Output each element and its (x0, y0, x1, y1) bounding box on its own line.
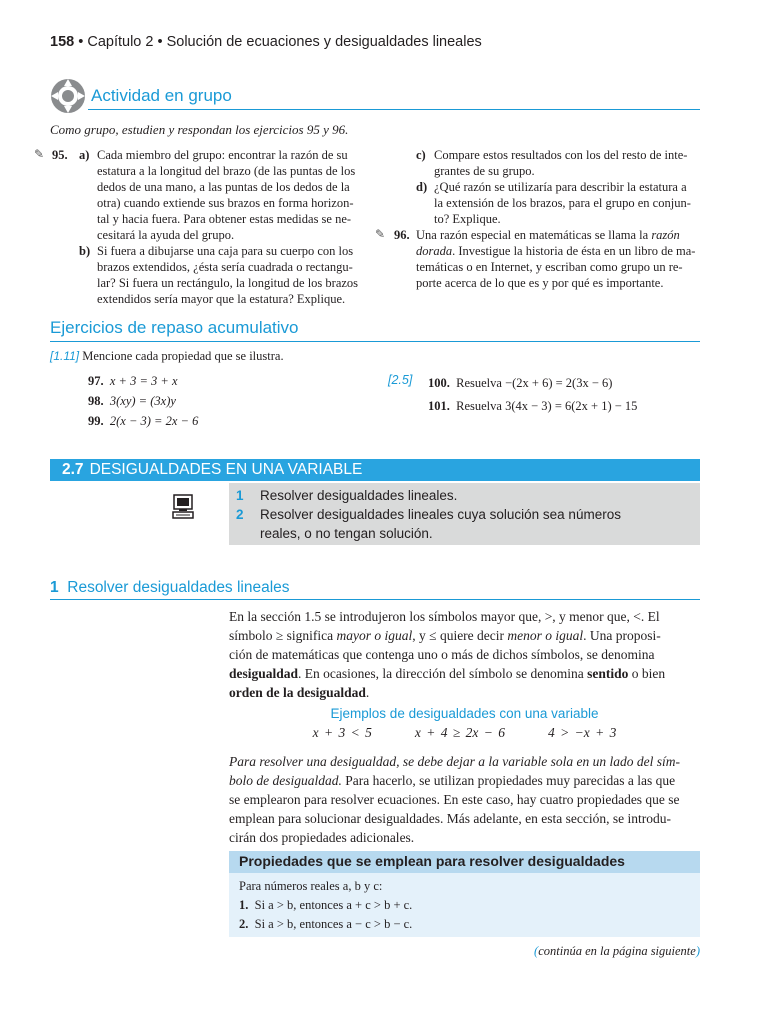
chapter-title: Solución de ecuaciones y desigualdades lineales (166, 34, 482, 50)
exercise-95-d: ¿Qué razón se utilizaría para describir la estatura a la extensión de los brazos, para el grupo en conjun- to? Explique. (434, 180, 691, 226)
activity-title: Actividad en grupo (91, 86, 232, 105)
activity-rule (88, 109, 700, 110)
exercise-95-b-label: b) (79, 244, 91, 258)
exercise-95-b: Si fuera a dibujarse una caja para su cuerpo con los brazos extendidos, ¿ésta sería cuadrada o rectangu- lar? Si fuera un rectángulo, la longitud de los brazos extendidos sería mayor que la estatura? Explique. (97, 244, 359, 306)
review-instruction: [1.11] Mencione cada propiedad que se ilustra. (50, 349, 284, 363)
chapter-label: Capítulo 2 (87, 34, 154, 50)
pencil-icon: ✎ (375, 227, 386, 241)
objectives-list: 1 Resolver desigualdades lineales. 2 Resolver desigualdades lineales cuya solución sea números reales, o no tengan solución. (236, 486, 696, 543)
computer-icon (172, 494, 194, 520)
review-ref-2-5: [2.5] (388, 373, 413, 387)
review-item-98: 98. 3(xy) = (3x)y (88, 394, 176, 408)
exercise-95-a: Cada miembro del grupo: encontrar la razón de su estatura a la longitud del brazo (de las puntas de los dedos de una mano, a las puntas de los dedos de la otra) cuando extiende sus brazos en forma horizon- tal y hacia fuera. Para obtener estas medidas se ne- cesitará la ayuda del grupo. (97, 148, 356, 242)
review-item-100: 100. Resuelva −(2x + 6) = 2(3x − 6) (428, 376, 613, 390)
exercise-96: Una razón especial en matemáticas se llama la razón dorada. Investigue la historia de ésta en un libro de ma- temáticas o en Internet, y escriban como grupo un re- porte acerca de lo que es y por qué es importante. (416, 228, 696, 290)
running-header: 158 • Capítulo 2 • Solución de ecuaciones y desigualdades lineales (50, 34, 482, 50)
review-title: Ejercicios de repaso acumulativo (50, 318, 299, 337)
review-items-2 (428, 372, 637, 418)
review-item-97: 97. x + 3 = 3 + x (88, 374, 178, 388)
property-1: 1. Si a > b, entonces a + c > b + c. (239, 898, 413, 912)
section-title: DESIGUALDADES EN UNA VARIABLE (89, 461, 363, 478)
exercise-95-num: 95. (52, 148, 68, 162)
properties-intro: Para números reales a, b y c: (239, 879, 383, 893)
exercise-95-c-label: c) (416, 148, 426, 162)
property-2: 2. Si a > b, entonces a − c > b − c. (239, 917, 413, 931)
exercise-95-c: Compare estos resultados con los del resto de inte- grantes de su grupo. (434, 148, 688, 178)
objective-2: 2 Resolver desigualdades lineales cuya solución sea números (236, 507, 621, 522)
subsection-rule (50, 599, 700, 600)
examples-title: Ejemplos de desigualdades con una variable (330, 706, 599, 721)
exercise-95-a-label: a) (79, 148, 90, 162)
activity-intro: Como grupo, estudien y respondan los ejercicios 95 y 96. (50, 122, 349, 137)
objective-1: 1 Resolver desigualdades lineales. (236, 488, 458, 503)
exercise-96-num: 96. (394, 228, 410, 242)
intro-paragraph: En la sección 1.5 se introdujeron los símbolos mayor que, >, y menor que, <. El símbolo ≥ significa mayor o igual, y ≤ quiere decir menor o igual. Una proposi- ción de matemáticas que contenga uno o más de dichos símbolos, se denomina desigualdad. En ocasiones, la dirección del símbolo se denomina sentido o bien orden de la desigualdad. (229, 609, 666, 700)
pencil-icon: ✎ (34, 147, 45, 161)
examples-list: x + 3 < 5 x + 4 ≥ 2x − 6 4 > −x + 3 (312, 725, 617, 740)
properties-box (229, 873, 700, 937)
page-number: 158 (50, 34, 75, 50)
review-item-101: 101. Resuelva 3(4x − 3) = 6(2x + 1) − 15 (428, 399, 638, 413)
section-banner (50, 459, 700, 481)
review-item-99: 99. 2(x − 3) = 2x − 6 (88, 414, 199, 428)
solve-paragraph: Para resolver una desigualdad, se debe dejar a la variable sola en un lado del sím- bolo de desigualdad. Para hacerlo, se utilizan propiedades muy parecidas a las que se emplearon para resolver ecuaciones. En este caso, hay cuatro propiedades que se emplean para solucionar desigualdades. Más adelante, en esta sección, se introdu- cirán dos propiedades adicionales. (229, 754, 680, 845)
subsection-heading: 1 Resolver desigualdades lineales (50, 579, 290, 596)
properties-header: Propiedades que se emplean para resolver desigualdades (229, 851, 700, 873)
review-items (88, 371, 198, 431)
section-number: 2.7 (62, 461, 84, 478)
exercise-95-d-label: d) (416, 180, 428, 194)
group-activity-icon (50, 78, 86, 114)
continued-note: (continúa en la página siguiente) (534, 944, 700, 958)
review-rule (50, 341, 700, 342)
